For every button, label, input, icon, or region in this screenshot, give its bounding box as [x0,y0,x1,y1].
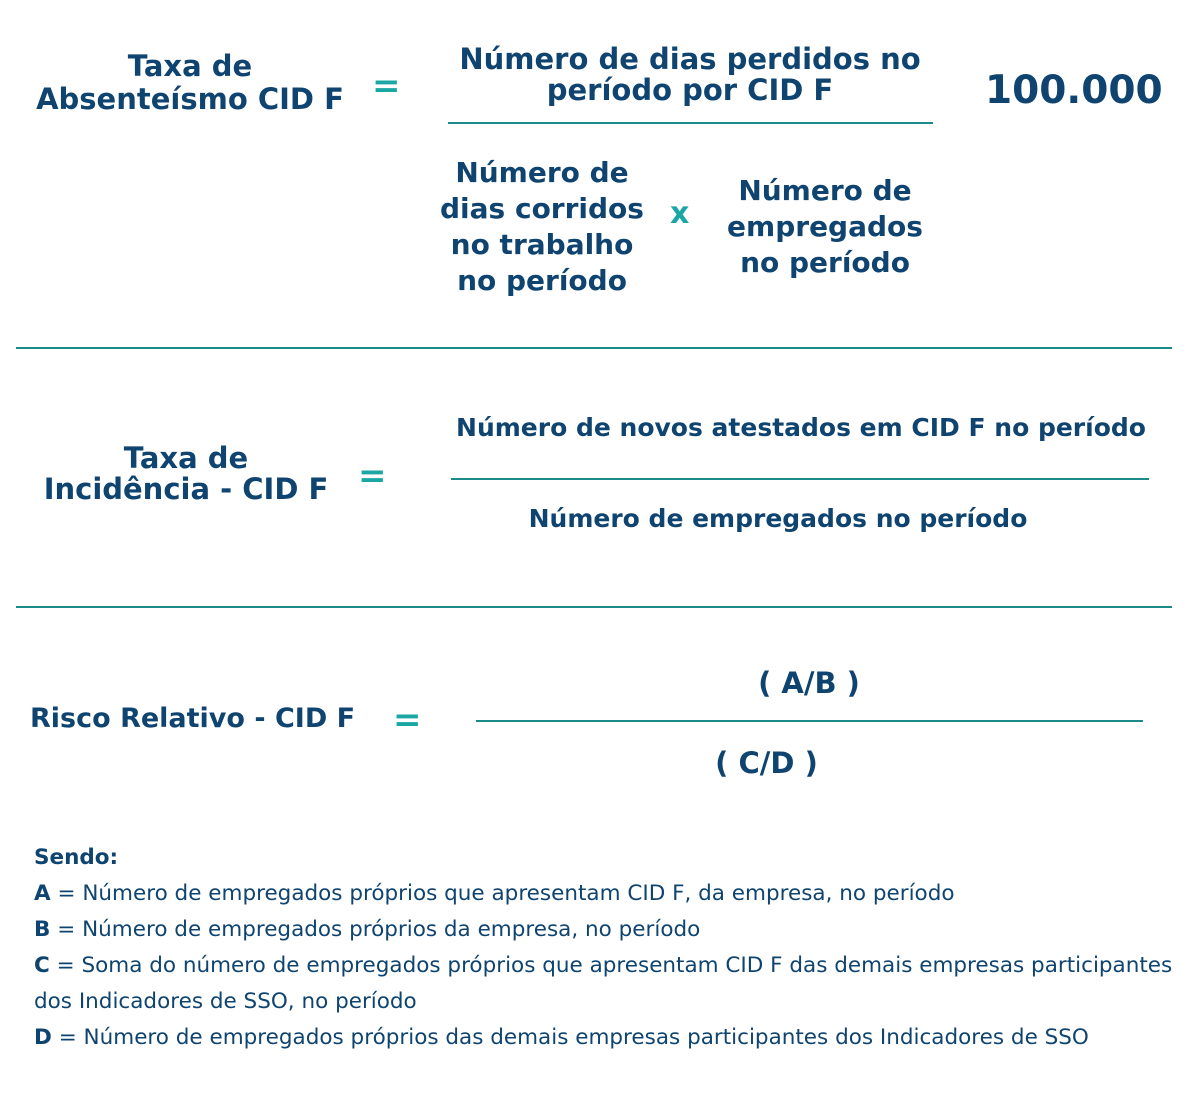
legend-item-b [34,912,1174,948]
section-divider [16,347,1172,349]
absenteeism-equals-sign: = [372,66,401,106]
relative-risk-equals-sign: = [393,700,422,740]
legend-text: = Número de empregados próprios que apresentam CID F, da empresa, no período [50,881,955,906]
legend-text: = Soma do número de empregados próprios que apresentam CID F das demais empresas participantes dos Indicadores de SSO, no período [34,953,1173,1014]
absenteeism-label: Taxa de Absenteísmo CID F [36,49,344,116]
legend-key: B [34,917,51,942]
incidence-equals-sign: = [358,456,387,496]
legend-key: C [34,953,50,978]
absenteeism-denominator-employees: Número de empregados no período [727,174,923,279]
absenteeism-fraction-line [448,122,933,124]
relative-risk-numerator: ( A/B ) [758,666,860,700]
incidence-numerator: Número de novos atestados em CID F no período [456,413,1146,442]
relative-risk-fraction-line [476,720,1143,722]
legend-text: = Número de empregados próprios da empresa, no período [50,917,701,942]
absenteeism-denominator-days: Número de dias corridos no trabalho no período [440,156,644,297]
legend-item-a [34,876,1174,912]
incidence-label: Taxa de Incidência - CID F [43,441,329,506]
legend [34,840,1174,1056]
section-divider [16,606,1172,608]
legend-text: = Número de empregados próprios das demais empresas participantes dos Indicadores de SSO [51,1025,1089,1050]
legend-heading: Sendo: [34,845,119,870]
legend-item-c [34,948,1174,1020]
relative-risk-label: Risco Relativo - CID F [30,703,356,734]
incidence-fraction-line [451,478,1149,480]
absenteeism-multiply-sign: x [670,196,690,231]
legend-key: D [34,1025,52,1050]
legend-key: A [34,881,51,906]
incidence-denominator: Número de empregados no período [528,504,1028,533]
absenteeism-constant: 100.000 [985,68,1163,113]
legend-item-d [34,1020,1174,1056]
relative-risk-denominator: ( C/D ) [715,746,818,780]
absenteeism-numerator: Número de dias perdidos no período por CID F [459,42,921,107]
